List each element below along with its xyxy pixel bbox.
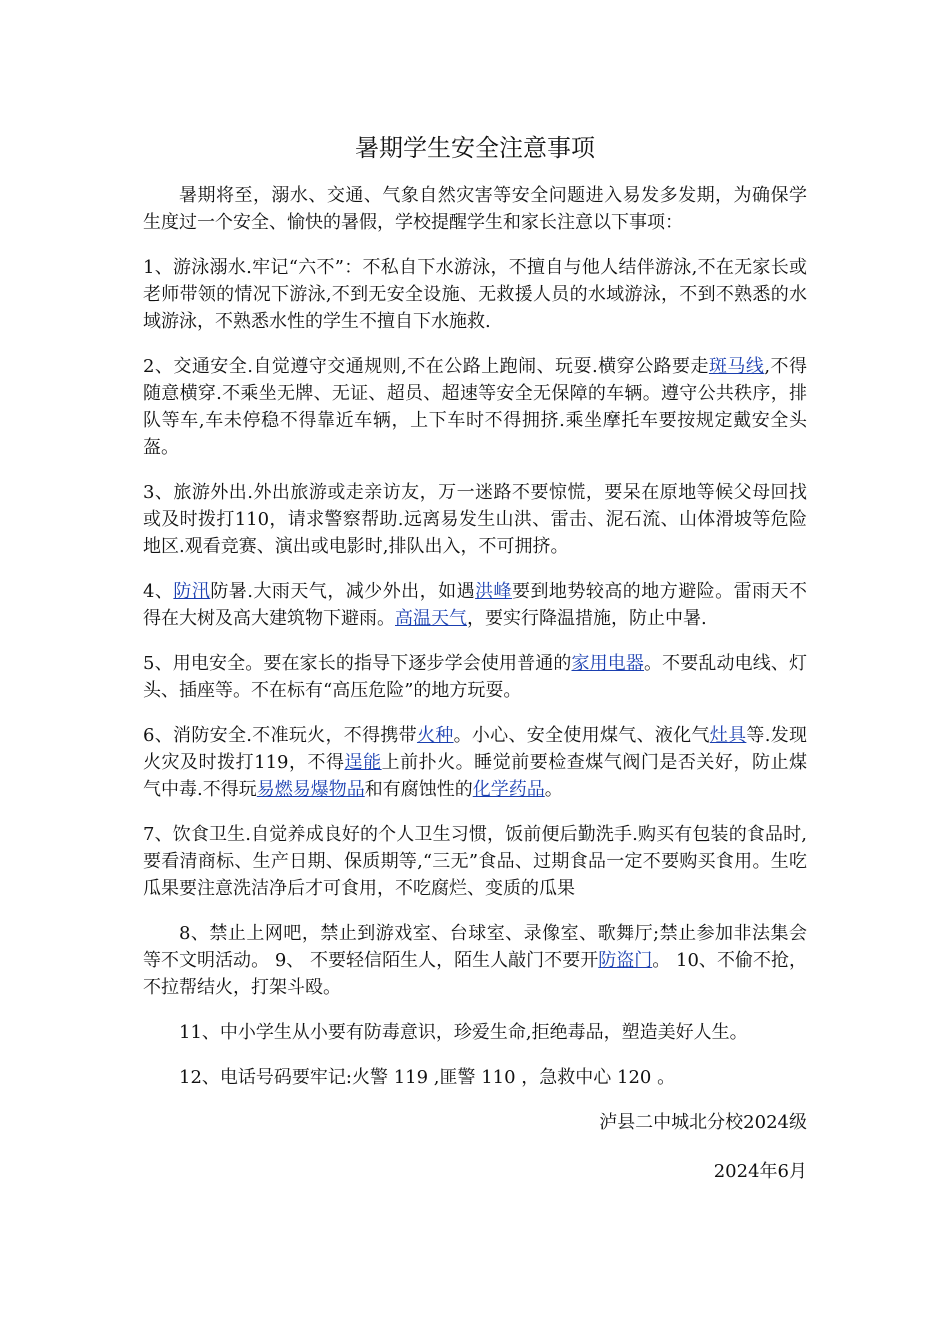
- link-kindling[interactable]: 火种: [416, 725, 454, 746]
- link-flood-control[interactable]: 防汛: [173, 581, 211, 602]
- text-segment: 要到地势较高的地方避险。雷雨天不得在大树及高大建筑物下避雨。: [143, 581, 808, 629]
- text-segment: 。小心、安全使用煤气、液化气: [453, 725, 710, 746]
- text-segment: ，要实行降温措施，防止中暑.: [467, 608, 707, 629]
- link-chemicals[interactable]: 化学药品: [472, 779, 545, 800]
- text-segment: ,不得随意横穿.不乘坐无牌、无证、超员、超速等安全无保障的车辆。遵守公共秩序，排队等车,车未停稳不得靠近车辆，上下车时不得拥挤.乘坐摩托车要按规定戴安全头盔。: [143, 356, 807, 458]
- item-traffic: [143, 353, 807, 461]
- date: 2024年6月: [713, 1161, 807, 1182]
- link-hot-weather[interactable]: 高温天气: [395, 608, 467, 629]
- item-anti-drug: 11、中小学生从小要有防毒意识，珍爱生命,拒绝毒品，塑造美好人生。: [179, 1022, 748, 1043]
- document-title: 暑期学生安全注意事项: [355, 134, 595, 162]
- link-stove[interactable]: 灶具: [709, 725, 747, 746]
- text-segment: 。: [544, 779, 563, 800]
- text-segment: 6、消防安全.不准玩火，不得携带: [143, 725, 417, 746]
- item-food-hygiene: 7、饮食卫生.自觉养成良好的个人卫生习惯，饭前便后勤洗手.购买有包装的食品时,要看清商标、生产日期、保质期等,“三无”食品、过期食品一定不要购买食用。生吃瓜果要注意洗洁净后才可食用，不吃腐烂、变质的瓜果: [143, 824, 807, 899]
- text-segment: 和有腐蚀性的: [364, 779, 473, 800]
- item-electricity: [143, 650, 807, 704]
- link-home-appliances[interactable]: 家用电器: [571, 653, 644, 674]
- link-flammable-items[interactable]: 易燃易爆物品: [256, 779, 365, 800]
- text-segment: 8、禁止上网吧，禁止到游戏室、台球室、录像室、歌舞厅;禁止参加非法集会等不文明活动。 9、 不要轻信陌生人，陌生人敲门不要开: [143, 923, 807, 971]
- link-security-door[interactable]: 防盗门: [598, 950, 653, 971]
- item-phone-numbers: 12、电话号码要牢记:火警 119 ,匪警 110 ，急救中心 120 。: [179, 1067, 676, 1088]
- text-segment: 2、交通安全.自觉遵守交通规则,不在公路上跑闹、玩耍.横穿公路要走: [143, 356, 709, 377]
- signature: 泸县二中城北分校2024级: [599, 1112, 807, 1133]
- item-prohibitions: [143, 920, 807, 1001]
- text-segment: 。不要乱动电线、灯头、插座等。不在标有“高压危险”的地方玩耍。: [143, 653, 808, 701]
- text-segment: 防暑.大雨天气，减少外出，如遇: [210, 581, 476, 602]
- item-swimming: 1、游泳溺水.牢记“六不”：不私自下水游泳，不擅自与他人结伴游泳,不在无家长或老师带领的情况下游泳,不到无安全设施、无救援人员的水域游泳，不到不熟悉的水域游泳，不熟悉水性的学生不擅自下水施救.: [143, 257, 807, 332]
- link-flood-peak[interactable]: 洪峰: [475, 581, 512, 602]
- intro-paragraph: 暑期将至，溺水、交通、气象自然灾害等安全问题进入易发多发期，为确保学生度过一个安全、愉快的暑假，学校提醒学生和家长注意以下事项：: [143, 185, 807, 233]
- text-segment: 上前扑火。睡觉前要检查煤气阀门是否关好，防止煤气中毒.不得玩: [143, 752, 808, 800]
- link-zebra-crossing[interactable]: 斑马线: [708, 356, 765, 377]
- text-segment: 5、用电安全。要在家长的指导下逐步学会使用普通的: [143, 653, 572, 674]
- item-fire-safety: [143, 722, 807, 803]
- text-segment: 。 10、不偷不抢，不拉帮结火，打架斗殴。: [143, 950, 807, 998]
- item-flood-heat: [143, 578, 807, 632]
- item-travel: 3、旅游外出.外出旅游或走亲访友，万一迷路不要惊慌，要呆在原地等候父母回找或及时拨打110，请求警察帮助.远离易发生山洪、雷击、泥石流、山体滑坡等危险地区.观看竞赛、演出或电影时,排队出入，不可拥挤。: [143, 482, 807, 557]
- text-segment: 等.发现火灾及时拨打119，不得: [143, 725, 808, 773]
- link-show-off[interactable]: 逞能: [344, 752, 382, 773]
- document-page: [143, 128, 807, 1207]
- text-segment: 4、: [143, 581, 174, 602]
